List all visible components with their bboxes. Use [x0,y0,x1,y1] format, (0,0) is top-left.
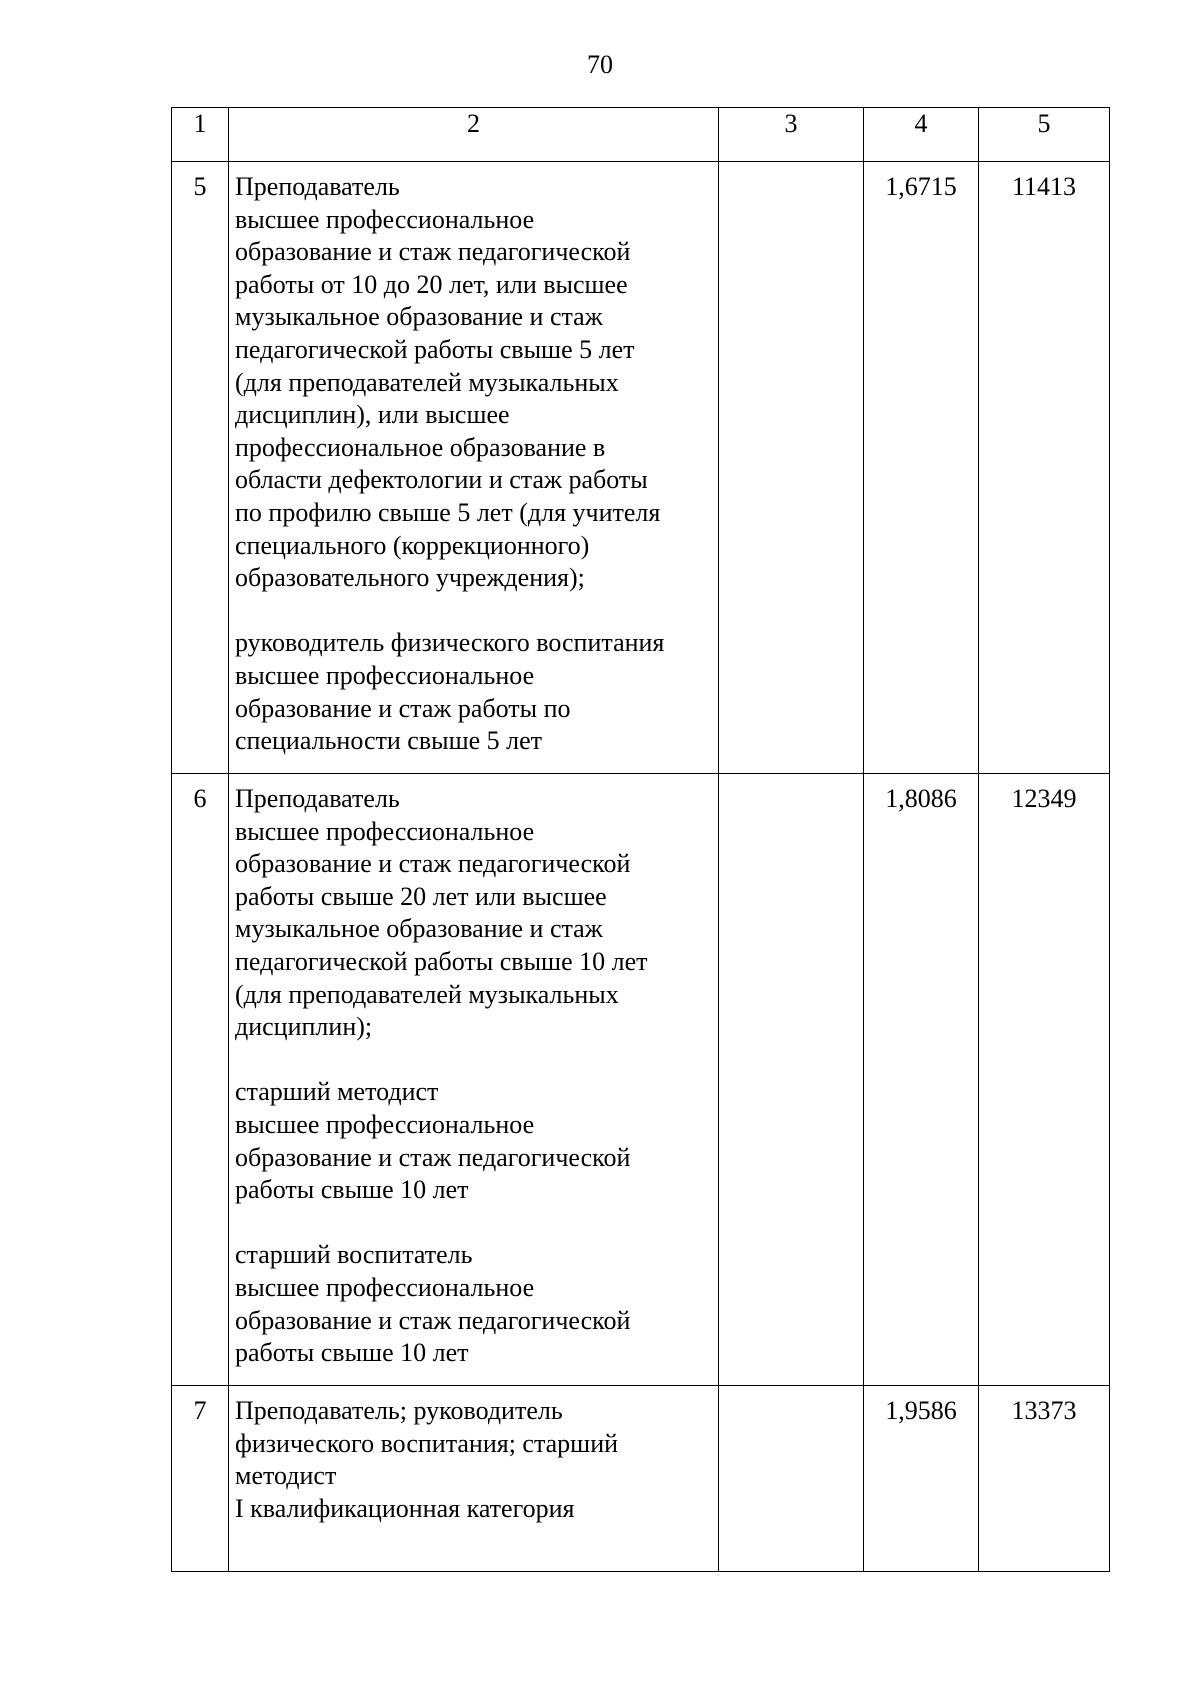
description-line: области дефектологии и стаж работы [235,465,648,495]
salary-table [171,107,1110,1572]
description-line: работы свыше 20 лет или высшее [235,881,607,911]
description-line: Преподаватель [235,172,400,201]
description-line: образование и стаж педагогической [235,1305,631,1335]
column-header-3: 3 [719,108,864,162]
description-line: I квалификационная категория [235,1493,575,1523]
salary-cell: 11413 [979,162,1110,774]
description-line: физического воспитания; старший [235,1428,619,1458]
column-header-1: 1 [172,108,229,162]
description-line: руководитель физического воспитания [235,628,665,658]
description-line: образование и стаж педагогической [235,237,631,267]
description-line: высшее профессиональное [235,660,535,690]
description-line: Преподаватель [235,784,400,813]
description-line: образование и стаж педагогической [235,1142,631,1172]
description-line: высшее профессиональное [235,1272,535,1302]
column-header-4: 4 [864,108,979,162]
coefficient-cell: 1,8086 [864,774,979,1386]
column-3-cell [719,774,864,1386]
description-paragraph [235,627,712,757]
description-line: методист [235,1461,337,1491]
description-line: (для преподавателей музыкальных [235,979,619,1009]
description-paragraph [235,1076,712,1206]
description-line: образовательного учреждения); [235,563,585,593]
description-line: профессиональное образование в [235,432,606,462]
table-row [172,1386,1110,1572]
description-line: педагогической работы свыше 10 лет [235,946,648,976]
description-line: высшее профессиональное [235,816,535,846]
description-line: специальности свыше 5 лет [235,726,543,756]
row-number-cell: 7 [172,1386,229,1572]
column-header-5: 5 [979,108,1110,162]
description-paragraph [235,1395,712,1525]
description-line: Преподаватель; руководитель [235,1396,563,1425]
table-row [172,774,1110,1386]
column-3-cell [719,1386,864,1572]
description-line: старший воспитатель [235,1240,473,1270]
description-line: музыкальное образование и стаж [235,302,603,332]
description-cell [229,162,719,774]
table-row [172,162,1110,774]
description-line: педагогической работы свыше 5 лет [235,334,635,364]
description-line: образование и стаж педагогической [235,849,631,879]
description-line: высшее профессиональное [235,204,535,234]
description-line: старший методист [235,1077,439,1107]
description-line: специального (коррекционного) [235,530,590,560]
description-paragraph [235,1239,712,1369]
description-cell [229,1386,719,1572]
description-line: по профилю свыше 5 лет (для учителя [235,497,661,527]
coefficient-cell: 1,6715 [864,162,979,774]
coefficient-cell: 1,9586 [864,1386,979,1572]
description-line: дисциплин), или высшее [235,400,510,430]
table-header-row [172,108,1110,162]
description-line: работы свыше 10 лет [235,1338,469,1368]
description-cell [229,774,719,1386]
description-paragraph [235,171,712,595]
description-paragraph [235,783,712,1044]
column-3-cell [719,162,864,774]
description-line: образование и стаж работы по [235,693,571,723]
description-line: дисциплин); [235,1012,373,1042]
description-line: (для преподавателей музыкальных [235,367,619,397]
description-line: работы от 10 до 20 лет, или высшее [235,269,628,299]
description-line: высшее профессиональное [235,1109,535,1139]
row-number-cell: 6 [172,774,229,1386]
salary-cell: 12349 [979,774,1110,1386]
row-number-cell: 5 [172,162,229,774]
description-line: работы свыше 10 лет [235,1175,469,1205]
salary-cell: 13373 [979,1386,1110,1572]
page-number: 70 [587,50,613,79]
column-header-2: 2 [229,108,719,162]
description-line: музыкальное образование и стаж [235,914,603,944]
